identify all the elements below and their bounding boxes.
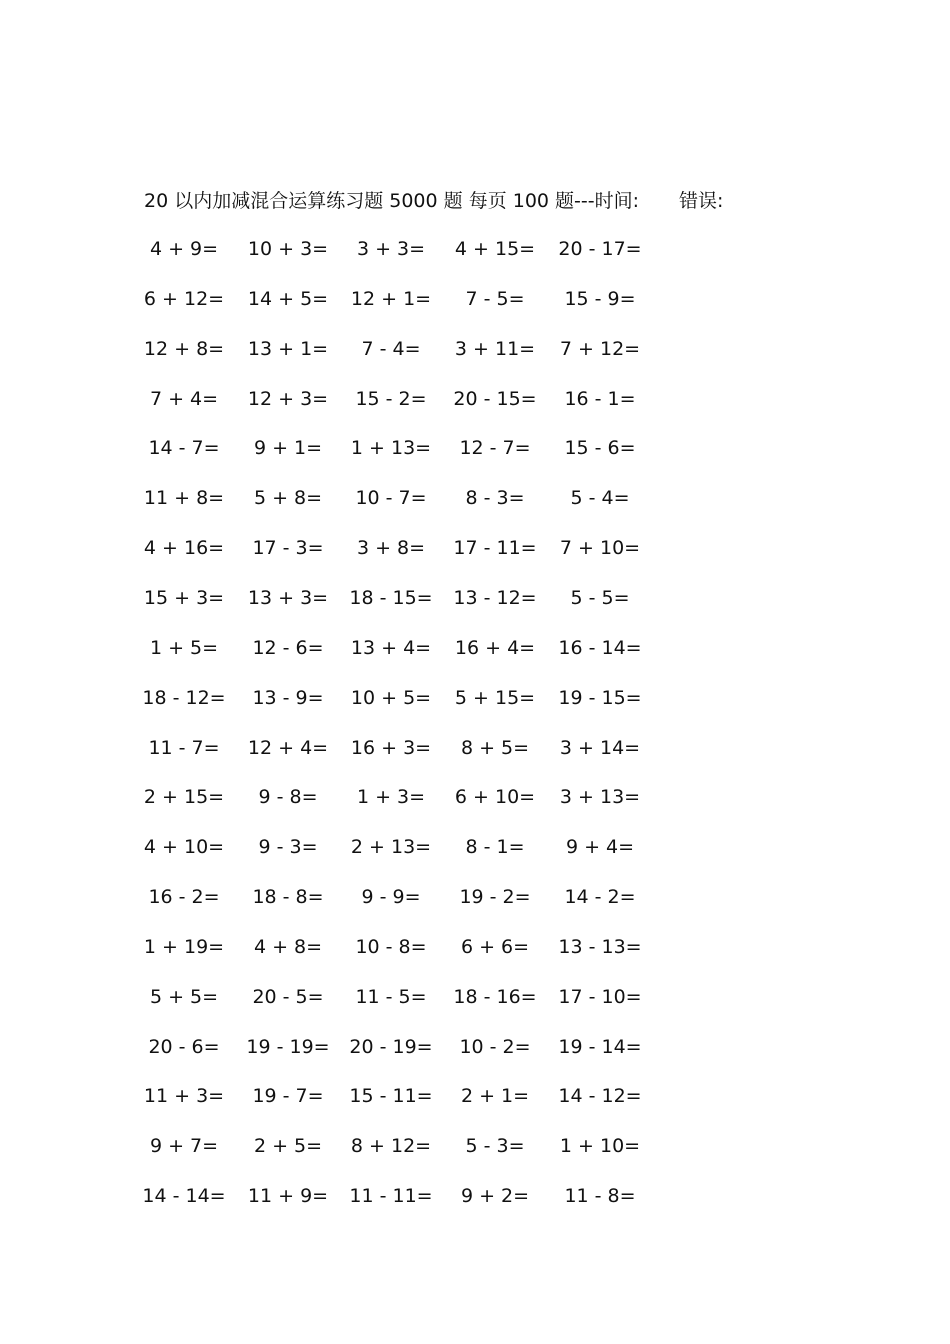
problem-cell: 12 - 7= bbox=[459, 437, 531, 459]
problem-cell: 16 + 4= bbox=[454, 637, 536, 659]
problem-cell: 19 - 14= bbox=[558, 1036, 642, 1058]
problem-cell: 9 - 8= bbox=[258, 786, 318, 808]
problem-cell: 17 - 11= bbox=[453, 537, 537, 559]
problem-cell: 2 + 5= bbox=[253, 1135, 323, 1157]
problem-cell: 5 - 5= bbox=[570, 587, 630, 609]
problem-cell: 13 + 4= bbox=[350, 637, 432, 659]
problem-cell: 20 - 15= bbox=[453, 388, 537, 410]
problem-cell: 9 + 7= bbox=[149, 1135, 219, 1157]
problem-cell: 9 + 2= bbox=[460, 1185, 530, 1207]
problem-cell: 18 - 16= bbox=[453, 986, 537, 1008]
problem-cell: 1 + 13= bbox=[350, 437, 432, 459]
problem-cell: 14 + 5= bbox=[247, 288, 329, 310]
problem-cell: 20 - 6= bbox=[148, 1036, 220, 1058]
problem-cell: 5 + 15= bbox=[454, 687, 536, 709]
problem-cell: 11 - 8= bbox=[564, 1185, 636, 1207]
problem-cell: 3 + 14= bbox=[559, 737, 641, 759]
problem-cell: 5 + 8= bbox=[253, 487, 323, 509]
problem-cell: 9 + 4= bbox=[565, 836, 635, 858]
problem-cell: 14 - 14= bbox=[142, 1185, 226, 1207]
problem-cell: 3 + 13= bbox=[559, 786, 641, 808]
problem-cell: 6 + 6= bbox=[460, 936, 530, 958]
problem-cell: 6 + 10= bbox=[454, 786, 536, 808]
problem-cell: 14 - 7= bbox=[148, 437, 220, 459]
problem-cell: 20 - 19= bbox=[349, 1036, 433, 1058]
problem-cell: 18 - 15= bbox=[349, 587, 433, 609]
problem-cell: 8 + 12= bbox=[350, 1135, 432, 1157]
problem-cell: 4 + 16= bbox=[143, 537, 225, 559]
problem-cell: 12 + 3= bbox=[247, 388, 329, 410]
problem-cell: 10 + 5= bbox=[350, 687, 432, 709]
problem-cell: 11 - 11= bbox=[349, 1185, 433, 1207]
problem-cell: 15 + 3= bbox=[143, 587, 225, 609]
problem-cell: 11 + 3= bbox=[143, 1085, 225, 1107]
problem-cell: 4 + 15= bbox=[454, 238, 536, 260]
problem-cell: 3 + 8= bbox=[356, 537, 426, 559]
problem-cell: 9 + 1= bbox=[253, 437, 323, 459]
problem-cell: 4 + 9= bbox=[149, 238, 219, 260]
problem-cell: 5 + 5= bbox=[149, 986, 219, 1008]
problem-cell: 1 + 19= bbox=[143, 936, 225, 958]
problem-cell: 19 - 7= bbox=[252, 1085, 324, 1107]
problem-cell: 1 + 5= bbox=[149, 637, 219, 659]
problem-cell: 14 - 12= bbox=[558, 1085, 642, 1107]
problem-cell: 13 + 1= bbox=[247, 338, 329, 360]
problem-cell: 10 - 2= bbox=[459, 1036, 531, 1058]
problem-cell: 13 - 12= bbox=[453, 587, 537, 609]
problem-cell: 19 - 2= bbox=[459, 886, 531, 908]
problem-cell: 17 - 10= bbox=[558, 986, 642, 1008]
problem-cell: 16 - 2= bbox=[148, 886, 220, 908]
problem-cell: 15 - 2= bbox=[355, 388, 427, 410]
problem-cell: 13 + 3= bbox=[247, 587, 329, 609]
problem-cell: 11 + 8= bbox=[143, 487, 225, 509]
problem-cell: 1 + 3= bbox=[356, 786, 426, 808]
problem-cell: 16 - 14= bbox=[558, 637, 642, 659]
errors-label: 错误: bbox=[679, 190, 724, 212]
problem-cell: 1 + 10= bbox=[559, 1135, 641, 1157]
problem-cell: 11 + 9= bbox=[247, 1185, 329, 1207]
problem-cell: 13 - 13= bbox=[558, 936, 642, 958]
problem-cell: 7 - 4= bbox=[361, 338, 421, 360]
problem-cell: 12 + 8= bbox=[143, 338, 225, 360]
problem-cell: 16 - 1= bbox=[564, 388, 636, 410]
problem-cell: 19 - 15= bbox=[558, 687, 642, 709]
problem-cell: 8 - 1= bbox=[465, 836, 525, 858]
problem-cell: 9 - 3= bbox=[258, 836, 318, 858]
problem-cell: 9 - 9= bbox=[361, 886, 421, 908]
problem-cell: 20 - 17= bbox=[558, 238, 642, 260]
problem-cell: 7 + 10= bbox=[559, 537, 641, 559]
problem-cell: 15 - 9= bbox=[564, 288, 636, 310]
problem-cell: 4 + 8= bbox=[253, 936, 323, 958]
problem-cell: 3 + 3= bbox=[356, 238, 426, 260]
problem-cell: 15 - 6= bbox=[564, 437, 636, 459]
problem-cell: 14 - 2= bbox=[564, 886, 636, 908]
problem-cell: 7 + 12= bbox=[559, 338, 641, 360]
title-text: 20 以内加减混合运算练习题 5000 题 每页 100 题---时间: bbox=[144, 190, 640, 212]
problem-cell: 16 + 3= bbox=[350, 737, 432, 759]
problem-cell: 4 + 10= bbox=[143, 836, 225, 858]
problem-cell: 7 + 4= bbox=[149, 388, 219, 410]
problem-cell: 5 - 4= bbox=[570, 487, 630, 509]
problem-cell: 10 - 7= bbox=[355, 487, 427, 509]
problem-cell: 12 + 1= bbox=[350, 288, 432, 310]
problem-cell: 12 + 4= bbox=[247, 737, 329, 759]
problem-cell: 2 + 15= bbox=[143, 786, 225, 808]
problem-cell: 15 - 11= bbox=[349, 1085, 433, 1107]
problem-cell: 5 - 3= bbox=[465, 1135, 525, 1157]
problem-cell: 11 - 7= bbox=[148, 737, 220, 759]
problem-cell: 3 + 11= bbox=[454, 338, 536, 360]
problem-cell: 18 - 8= bbox=[252, 886, 324, 908]
problem-cell: 2 + 1= bbox=[460, 1085, 530, 1107]
problem-cell: 20 - 5= bbox=[252, 986, 324, 1008]
problem-cell: 17 - 3= bbox=[252, 537, 324, 559]
problem-cell: 10 - 8= bbox=[355, 936, 427, 958]
problem-cell: 19 - 19= bbox=[246, 1036, 330, 1058]
problem-cell: 2 + 13= bbox=[350, 836, 432, 858]
problem-cell: 6 + 12= bbox=[143, 288, 225, 310]
problem-cell: 7 - 5= bbox=[465, 288, 525, 310]
problem-cell: 11 - 5= bbox=[355, 986, 427, 1008]
problem-cell: 10 + 3= bbox=[247, 238, 329, 260]
problem-cell: 8 - 3= bbox=[465, 487, 525, 509]
problem-cell: 12 - 6= bbox=[252, 637, 324, 659]
problem-cell: 18 - 12= bbox=[142, 687, 226, 709]
problem-cell: 13 - 9= bbox=[252, 687, 324, 709]
problem-cell: 8 + 5= bbox=[460, 737, 530, 759]
